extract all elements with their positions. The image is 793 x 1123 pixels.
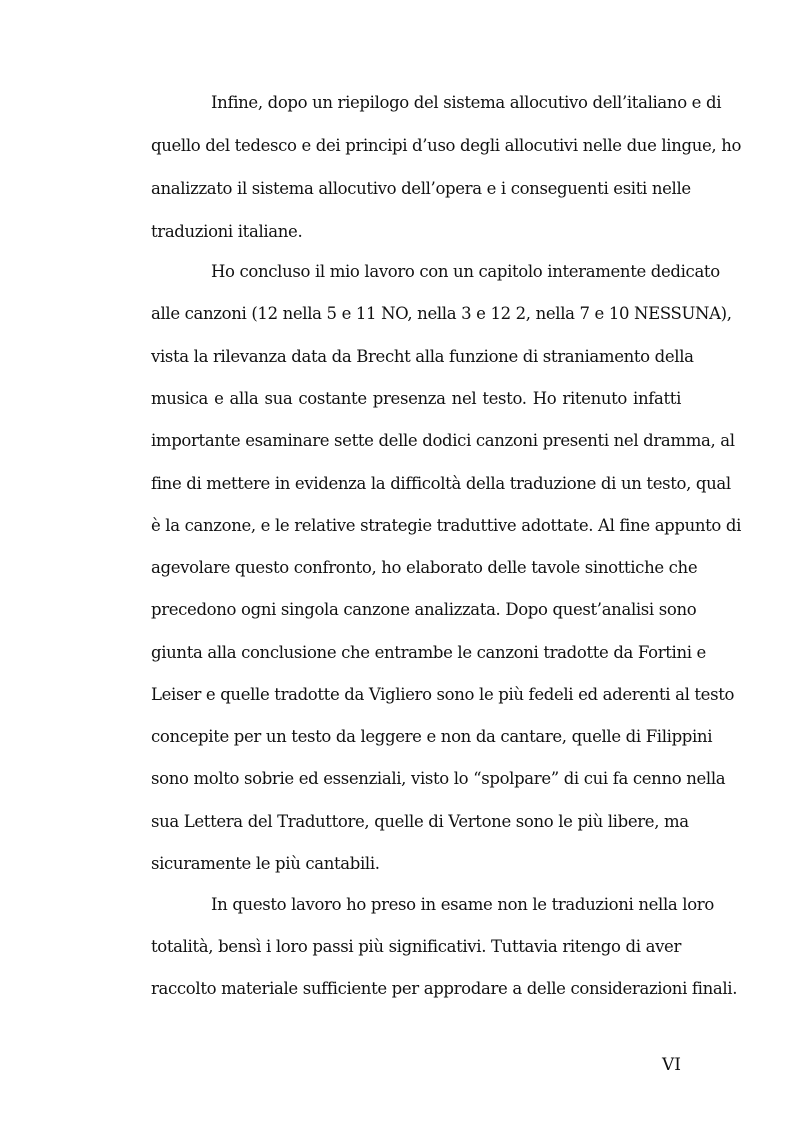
paragraph-3-line-1: In questo lavoro ho preso in esame non le traduzioni nella loro xyxy=(211,895,714,914)
paragraph-2-line-4: musica e alla sua costante presenza nel testo. Ho ritenuto infatti xyxy=(151,389,681,408)
paragraph-2-line-15: sicuramente le più cantabili. xyxy=(151,854,380,873)
paragraph-1-line-3: analizzato il sistema allocutivo dell’opera e i conseguenti esiti nelle xyxy=(151,179,691,198)
paragraph-2-line-10: giunta alla conclusione che entrambe le canzoni tradotte da Fortini e xyxy=(151,643,706,662)
paragraph-2-line-7: è la canzone, e le relative strategie traduttive adottate. Al fine appunto di xyxy=(151,516,742,535)
paragraph-3-line-2: totalità, bensì i loro passi più significativi. Tuttavia ritengo di aver xyxy=(151,937,681,956)
paragraph-2-line-9: precedono ogni singola canzone analizzata. Dopo quest’analisi sono xyxy=(151,600,697,619)
paragraph-2-line-11: Leiser e quelle tradotte da Vigliero sono le più fedeli ed aderenti al testo xyxy=(151,685,735,704)
paragraph-1-line-4: traduzioni italiane. xyxy=(151,222,303,241)
paragraph-1-line-2: quello del tedesco e dei principi d’uso degli allocutivi nelle due lingue, ho xyxy=(151,136,742,155)
paragraph-2-line-3: vista la rilevanza data da Brecht alla funzione di straniamento della xyxy=(151,347,694,366)
paragraph-2-line-1: Ho concluso il mio lavoro con un capitolo interamente dedicato xyxy=(211,262,720,281)
paragraph-2-line-6: fine di mettere in evidenza la difficoltà della traduzione di un testo, qual xyxy=(151,474,731,493)
paragraph-2-line-8: agevolare questo confronto, ho elaborato delle tavole sinottiche che xyxy=(151,558,698,577)
paragraph-2-line-13: sono molto sobrie ed essenziali, visto lo “spolpare” di cui fa cenno nella xyxy=(151,769,726,788)
page-number: VI xyxy=(662,1055,681,1075)
paragraph-2-line-12: concepite per un testo da leggere e non da cantare, quelle di Filippini xyxy=(151,727,713,746)
paragraph-2-line-2: alle canzoni (12 nella 5 e 11 NO, nella 3 e 12 2, nella 7 e 10 NESSUNA), xyxy=(151,304,732,323)
paragraph-3-line-3: raccolto materiale sufficiente per approdare a delle considerazioni finali. xyxy=(151,979,738,998)
paragraph-2-line-5: importante esaminare sette delle dodici canzoni presenti nel dramma, al xyxy=(151,431,735,450)
paragraph-2-line-14: sua Lettera del Traduttore, quelle di Vertone sono le più libere, ma xyxy=(151,812,689,831)
paragraph-1-line-1: Infine, dopo un riepilogo del sistema allocutivo dell’italiano e di xyxy=(211,93,722,112)
